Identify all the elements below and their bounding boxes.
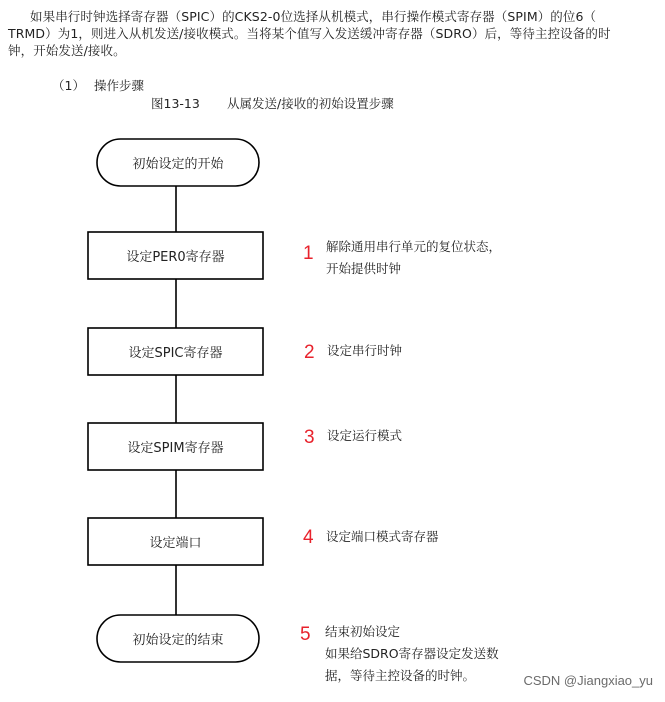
- step-desc-4: [326, 526, 439, 548]
- section-heading-label: 操作步骤: [94, 78, 145, 93]
- step-desc-5-line-1: 结束初始设定: [325, 624, 401, 639]
- step-number-2: 2: [304, 342, 315, 363]
- step-desc-5-line-2: 如果给SDRO寄存器设定发送数: [325, 646, 499, 661]
- step-number-3: 3: [304, 427, 315, 448]
- flow-box-port-label: 设定端口: [149, 536, 202, 551]
- step-desc-5-line-3: 据，等待主控设备的时钟。: [325, 668, 476, 683]
- step-number-4: 4: [303, 527, 314, 548]
- step-desc-1-line-1: 解除通用串行单元的复位状态，: [326, 239, 502, 254]
- flow-end-label: 初始设定的结束: [132, 633, 224, 648]
- flow-box-per0-label: 设定PER0寄存器: [126, 250, 225, 265]
- step-desc-3: [327, 425, 402, 447]
- step-desc-2: [327, 340, 402, 362]
- step-desc-4-line-1: 设定端口模式寄存器: [326, 529, 439, 544]
- figure-number: 图13-13: [151, 96, 200, 111]
- step-number-5: 5: [300, 624, 311, 645]
- flow-box-spic-label: 设定SPIC寄存器: [128, 346, 223, 361]
- step-desc-2-line-1: 设定串行时钟: [327, 343, 403, 358]
- flow-start-label: 初始设定的开始: [132, 157, 224, 172]
- flow-box-spim-label: 设定SPIM寄存器: [127, 441, 224, 456]
- step-desc-1: [326, 236, 501, 280]
- step-number-1: 1: [303, 243, 314, 264]
- step-desc-1-line-2: 开始提供时钟: [326, 261, 402, 276]
- watermark: CSDN @Jiangxiao_yu: [523, 673, 653, 688]
- intro-line-1: 如果串行时钟选择寄存器（SPIC）的CKS2-0位选择从机模式，串行操作模式寄存器（SPIM）的位6（: [30, 9, 597, 24]
- section-heading-number: （1）: [52, 78, 85, 93]
- intro-line-2: TRMD）为1，则进入从机发送/接收模式。当将某个值写入发送缓冲寄存器（SDRO）后，等待主控设备的时: [8, 26, 611, 41]
- step-desc-5: [325, 621, 499, 687]
- step-desc-3-line-1: 设定运行模式: [327, 428, 403, 443]
- intro-line-3: 钟，开始发送/接收。: [8, 43, 126, 58]
- figure-title: 从属发送/接收的初始设置步骤: [227, 96, 394, 111]
